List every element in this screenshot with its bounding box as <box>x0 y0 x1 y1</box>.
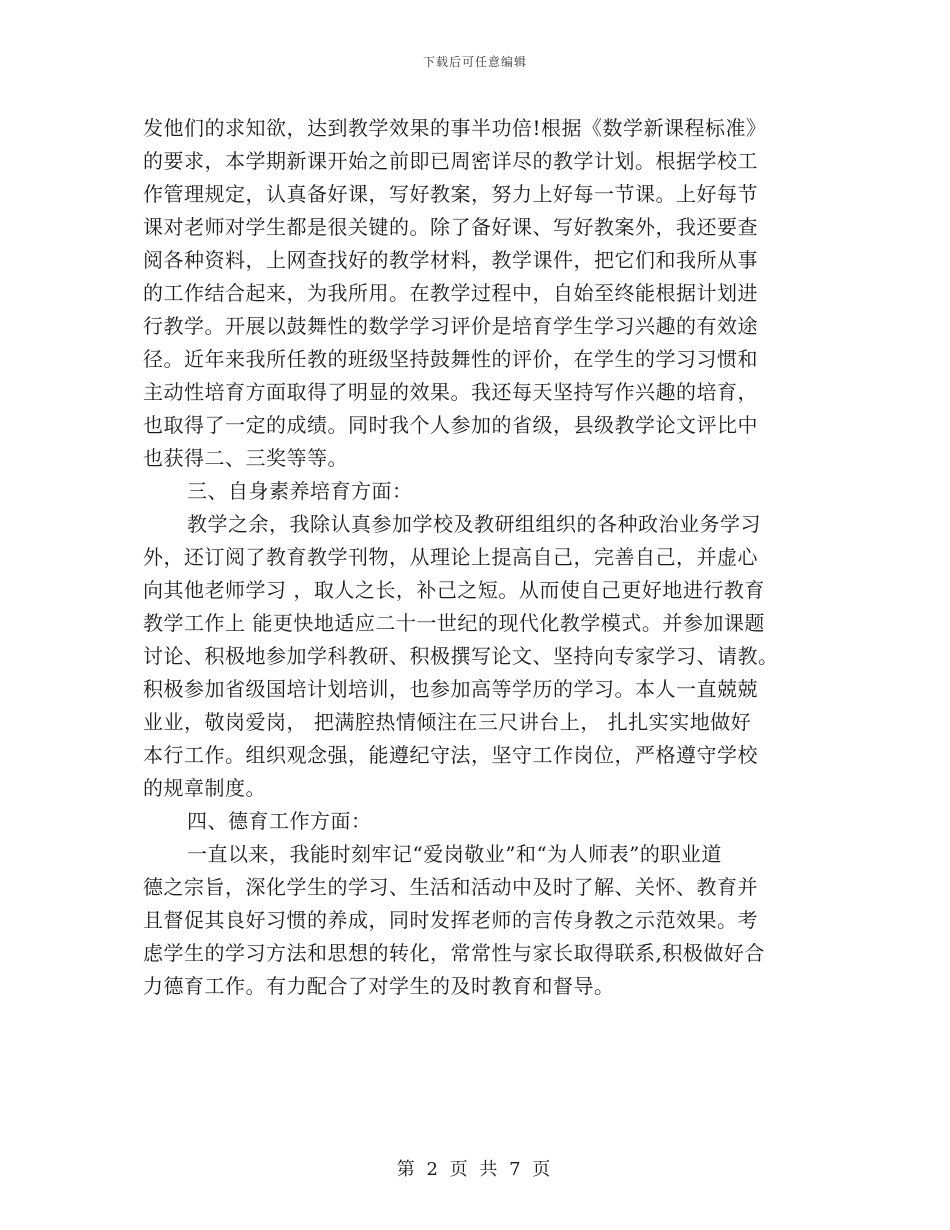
text-line: 积极参加省级国培计划培训，也参加高等学历的学习。本人一直兢兢 <box>143 677 758 701</box>
text-line: 的要求，本学期新课开始之前即已周密详尽的教学计划。根据学校工 <box>143 149 758 173</box>
text-line: 业业，敬岗爱岗， 把满腔热情倾注在三尺讲台上， 扎扎实实地做好 <box>143 710 752 734</box>
text-line: 教学工作上 能更快地适应二十一世纪的现代化教学模式。并参加课题 <box>143 611 765 635</box>
text-line: 的工作结合起来，为我所用。在教学过程中，自始至终能根据计划进 <box>143 281 758 305</box>
text-line: 径。近年来我所任教的班级坚持鼓舞性的评价，在学生的学习习惯和 <box>143 347 758 371</box>
text-line: 向其他老师学习 ，取人之长，补己之短。从而使自己更好地进行教育 <box>143 578 765 602</box>
text-line: 也获得二、三奖等等。 <box>143 446 348 470</box>
text-line: 教学之余，我除认真参加学校及教研组组织的各种政治业务学习 <box>187 512 761 536</box>
text-line: 发他们的求知欲，达到教学效果的事半功倍!根据《数学新课程标准》 <box>143 116 767 140</box>
text-line: 课对老师对学生都是很关键的。除了备好课、写好教案外，我还要查 <box>143 215 758 239</box>
text-line: 力德育工作。有力配合了对学生的及时教育和督导。 <box>143 974 615 998</box>
text-line: 也取得了一定的成绩。同时我个人参加的省级，县级教学论文评比中 <box>143 413 758 437</box>
text-line: 且督促其良好习惯的养成，同时发挥老师的言传身教之示范效果。考 <box>143 908 758 932</box>
text-line: 三、自身素养培育方面： <box>187 479 413 503</box>
document-body <box>143 112 808 1003</box>
text-line: 本行工作。组织观念强，能遵纪守法，坚守工作岗位，严格遵守学校 <box>143 743 758 767</box>
text-line: 行教学。开展以鼓舞性的数学学习评价是培育学生学习兴趣的有效途 <box>143 314 758 338</box>
text-line: 外，还订阅了教育教学刊物，从理论上提高自己，完善自己，并虚心 <box>143 545 758 569</box>
text-line: 虑学生的学习方法和思想的转化，常常性与家长取得联系,积极做好合 <box>143 941 765 965</box>
text-line: 作管理规定，认真备好课，写好教案，努力上好每一节课。上好每节 <box>143 182 758 206</box>
text-line: 主动性培育方面取得了明显的效果。我还每天坚持写作兴趣的培育， <box>143 380 758 404</box>
text-line: 四、德育工作方面： <box>187 809 372 833</box>
text-line: 阅各种资料，上网查找好的教学材料，教学课件，把它们和我所从事 <box>143 248 758 272</box>
text-line: 德之宗旨，深化学生的学习、生活和活动中及时了解、关怀、教育并 <box>143 875 758 899</box>
text-line: 的规章制度。 <box>143 776 266 800</box>
text-line: 讨论、积极地参加学科教研、积极撰写论文、坚持向专家学习、请教。 <box>143 644 779 668</box>
page-header: 下载后可任意编辑 <box>422 55 527 69</box>
text-line: 一直以来，我能时刻牢记“爱岗敬业”和“为人师表”的职业道 <box>187 842 722 866</box>
page-number-footer: 第 2 页 共 7 页 <box>396 1159 554 1180</box>
